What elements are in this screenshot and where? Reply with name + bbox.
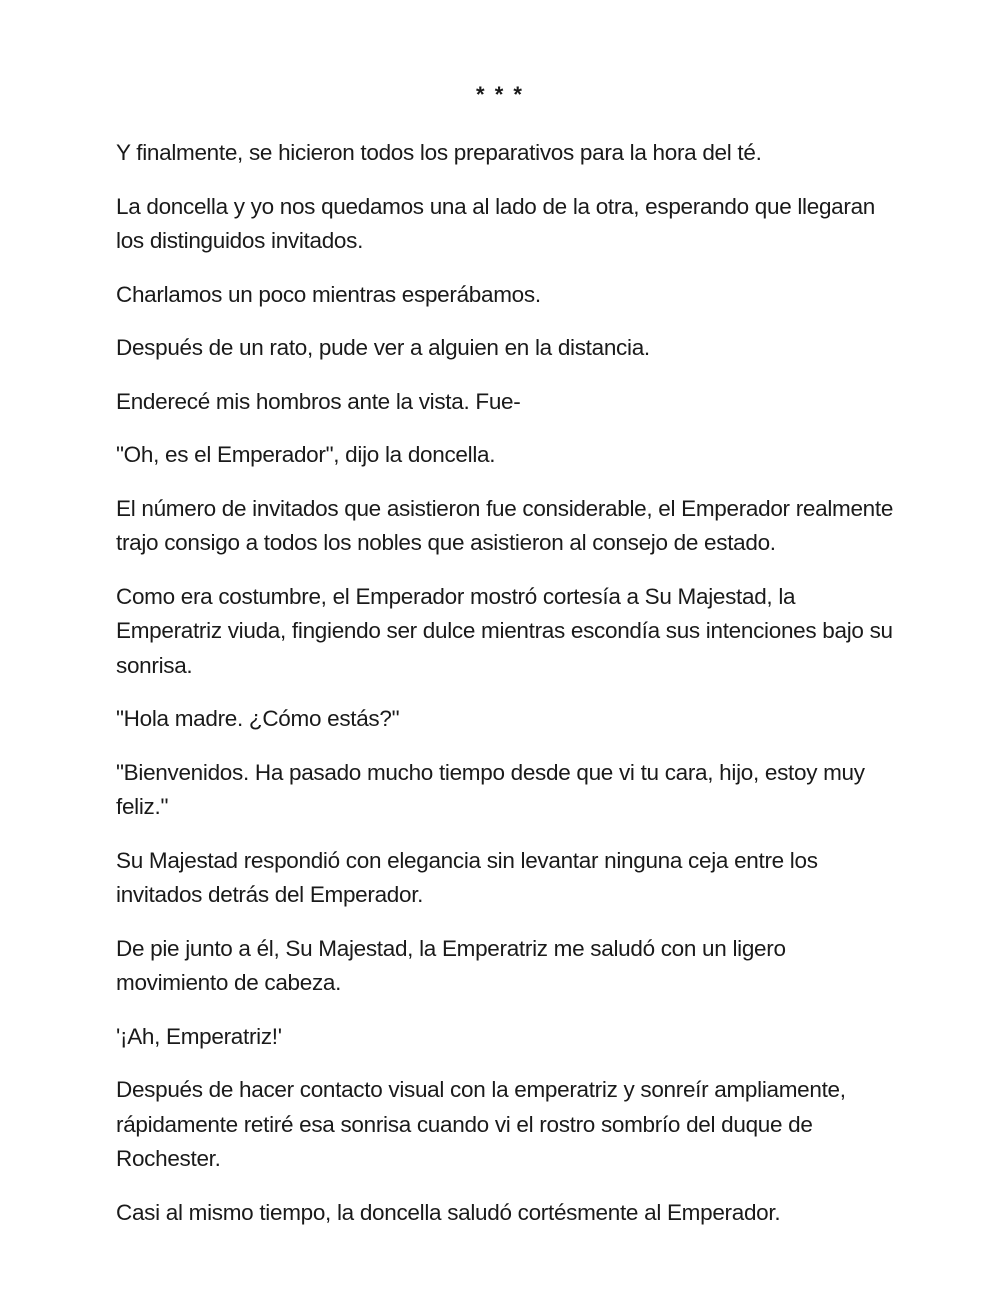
paragraph: "Hola madre. ¿Cómo estás?" xyxy=(116,706,400,731)
paragraph: De pie junto a él, Su Majestad, la Emperatriz me saludó con un ligero movimiento de cabeza. xyxy=(116,935,786,995)
paragraph: Casi al mismo tiempo, la doncella saludó cortésmente al Emperador. xyxy=(116,1199,781,1225)
paragraph: "Oh, es el Emperador", dijo la doncella. xyxy=(116,442,496,467)
paragraph: El número de invitados que asistieron fue considerable, el Emperador realmente trajo consigo a todos los nobles que asistieron al consejo de estado. xyxy=(116,495,894,555)
paragraph: Charlamos un poco mientras esperábamos. xyxy=(116,281,541,307)
paragraph: Enderecé mis hombros ante la vista. Fue- xyxy=(116,388,521,414)
paragraph: Después de un rato, pude ver a alguien en la distancia. xyxy=(116,335,650,360)
paragraph: Después de hacer contacto visual con la emperatriz y sonreír ampliamente, rápidamente retiré esa sonrisa cuando vi el rostro sombrío del duque de Rochester. xyxy=(116,1077,846,1171)
document-body xyxy=(116,136,896,1249)
paragraph: Su Majestad respondió con elegancia sin levantar ninguna ceja entre los invitados detrás del Emperador. xyxy=(116,847,818,907)
paragraph: Y finalmente, se hicieron todos los preparativos para la hora del té. xyxy=(116,140,762,165)
scene-separator: * * * xyxy=(476,82,524,107)
paragraph: "Bienvenidos. Ha pasado mucho tiempo desde que vi tu cara, hijo, estoy muy feliz." xyxy=(116,759,865,819)
paragraph: '¡Ah, Emperatriz!' xyxy=(116,1023,282,1049)
paragraph: Como era costumbre, el Emperador mostró cortesía a Su Majestad, la Emperatriz viuda, fingiendo ser dulce mientras escondía sus intenciones bajo su sonrisa. xyxy=(116,583,893,678)
paragraph: La doncella y yo nos quedamos una al lado de la otra, esperando que llegaran los distinguidos invitados. xyxy=(116,193,876,253)
